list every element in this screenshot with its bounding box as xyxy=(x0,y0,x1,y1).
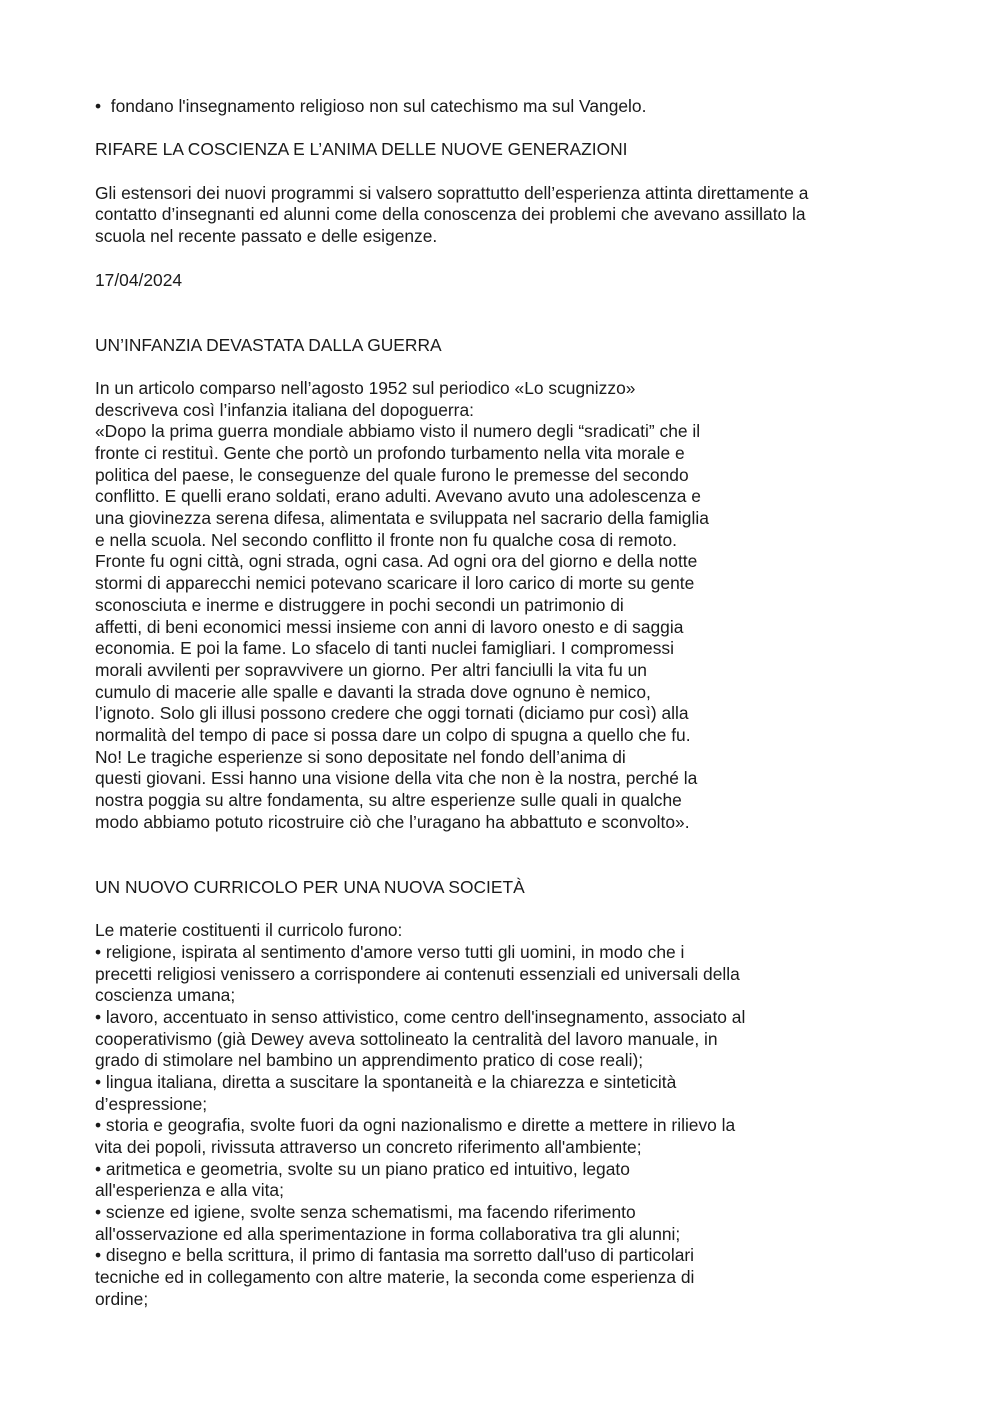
list-item-line: • storia e geografia, svolte fuori da ogni nazionalismo e dirette a mettere in rilievo la xyxy=(95,1115,736,1136)
paragraph-line: contatto d’insegnanti ed alunni come della conoscenza dei problemi che avevano assillato la xyxy=(95,204,806,225)
paragraph-line: descriveva così l’infanzia italiana del dopoguerra: xyxy=(95,399,474,420)
section-body-coscienza xyxy=(95,183,885,248)
quote-line: conflitto. E quelli erano soldati, erano adulti. Avevano avuto una adolescenza e xyxy=(95,486,701,507)
section-heading-infanzia: UN’INFANZIA DEVASTATA DALLA GUERRA xyxy=(95,334,442,355)
quote-line: l’ignoto. Solo gli illusi possono credere che oggi tornati (diciamo pur così) alla xyxy=(95,703,689,724)
list-item-line: all'esperienza e alla vita; xyxy=(95,1180,284,1201)
quote-line: nostra poggia su altre fondamenta, su altre esperienze sulle quali in qualche xyxy=(95,790,682,811)
list-item-line: all'osservazione ed alla sperimentazione in forma collaborativa tra gli alunni; xyxy=(95,1223,681,1244)
spacer xyxy=(95,248,885,270)
list-item-line: • lingua italiana, diretta a suscitare la spontaneità e la chiarezza e sinteticità xyxy=(95,1071,677,1092)
spacer xyxy=(95,291,885,334)
paragraph-line: Le materie costituenti il curricolo furono: xyxy=(95,920,403,941)
quote-line: Fronte fu ogni città, ogni strada, ogni casa. Ad ogni ora del giorno e della notte xyxy=(95,551,698,572)
spacer xyxy=(95,356,885,378)
paragraph-line: scuola nel recente passato e delle esigenze. xyxy=(95,226,438,247)
section-heading-coscienza: RIFARE LA COSCIENZA E L’ANIMA DELLE NUOVE GENERAZIONI xyxy=(95,139,628,160)
quote-line: politica del paese, le conseguenze del quale furono le premesse del secondo xyxy=(95,464,689,485)
spacer xyxy=(95,118,885,140)
section-body-curricolo xyxy=(95,920,885,1310)
list-item-line: • aritmetica e geometria, svolte su un piano pratico ed intuitivo, legato xyxy=(95,1158,630,1179)
document-page xyxy=(95,96,885,1311)
quote-line: e nella scuola. Nel secondo conflitto il fronte non fu qualche cosa di remoto. xyxy=(95,529,677,550)
list-item-line: • lavoro, accentuato in senso attivistico, come centro dell'insegnamento, associato al xyxy=(95,1006,746,1027)
quote-line: morali avvilenti per sopravvivere un giorno. Per altri fanciulli la vita fu un xyxy=(95,659,647,680)
quote-line: sconosciuta e inerme e distruggere in pochi secondi un patrimonio di xyxy=(95,594,624,615)
spacer xyxy=(95,898,885,920)
spacer xyxy=(95,833,885,876)
quote-line: questi giovani. Essi hanno una visione della vita che non è la nostra, perché la xyxy=(95,768,698,789)
quote-line: una giovinezza serena difesa, alimentata e sviluppata nel sacrario della famiglia xyxy=(95,508,709,529)
list-item-line: • scienze ed igiene, svolte senza schematismi, ma facendo riferimento xyxy=(95,1202,636,1223)
section-body-infanzia xyxy=(95,378,885,833)
section-heading-curricolo: UN NUOVO CURRICOLO PER UNA NUOVA SOCIETÀ xyxy=(95,876,525,897)
quote-line: affetti, di beni economici messi insieme con anni di lavoro onesto e di saggia xyxy=(95,616,684,637)
quote-line: modo abbiamo potuto ricostruire ciò che l’uragano ha abbattuto e sconvolto». xyxy=(95,811,690,832)
date-line: 17/04/2024 xyxy=(95,269,183,290)
quote-line: stormi di apparecchi nemici potevano scaricare il loro carico di morte su gente xyxy=(95,573,695,594)
intro-bullet: • fondano l'insegnamento religioso non sul catechismo ma sul Vangelo. xyxy=(95,96,647,116)
quote-line: economia. E poi la fame. Lo sfacelo di tanti nuclei famigliari. I compromessi xyxy=(95,638,674,659)
list-item-line: grado di stimolare nel bambino un apprendimento pratico di cose reali); xyxy=(95,1050,644,1071)
spacer xyxy=(95,161,885,183)
list-item-line: • disegno e bella scrittura, il primo di fantasia ma sorretto dall'uso di particolari xyxy=(95,1245,695,1266)
paragraph-line: In un articolo comparso nell’agosto 1952 sul periodico «Lo scugnizzo» xyxy=(95,377,636,398)
list-item-line: precetti religiosi venissero a corrispondere ai contenuti essenziali ed universali della xyxy=(95,963,740,984)
quote-line: «Dopo la prima guerra mondiale abbiamo visto il numero degli “sradicati” che il xyxy=(95,421,701,442)
quote-line: No! Le tragiche esperienze si sono depositate nel fondo dell’anima di xyxy=(95,746,626,767)
list-item-line: • religione, ispirata al sentimento d'amore verso tutti gli uomini, in modo che i xyxy=(95,941,685,962)
list-item-line: tecniche ed in collegamento con altre materie, la seconda come esperienza di xyxy=(95,1267,695,1288)
list-item-line: d’espressione; xyxy=(95,1093,208,1114)
quote-line: cumulo di macerie alle spalle e davanti la strada dove ognuno è nemico, xyxy=(95,681,651,702)
list-item-line: cooperativismo (già Dewey aveva sottolineato la centralità del lavoro manuale, in xyxy=(95,1028,718,1049)
quote-line: normalità del tempo di pace si possa dare un colpo di spugna a quello che fu. xyxy=(95,724,691,745)
quote-line: fronte ci restituì. Gente che portò un profondo turbamento nella vita morale e xyxy=(95,443,685,464)
paragraph-line: Gli estensori dei nuovi programmi si valsero soprattutto dell’esperienza attinta direttamente a xyxy=(95,182,809,203)
list-item-line: vita dei popoli, rivissuta attraverso un concreto riferimento all'ambiente; xyxy=(95,1137,642,1158)
list-item-line: ordine; xyxy=(95,1288,149,1309)
list-item-line: coscienza umana; xyxy=(95,985,236,1006)
